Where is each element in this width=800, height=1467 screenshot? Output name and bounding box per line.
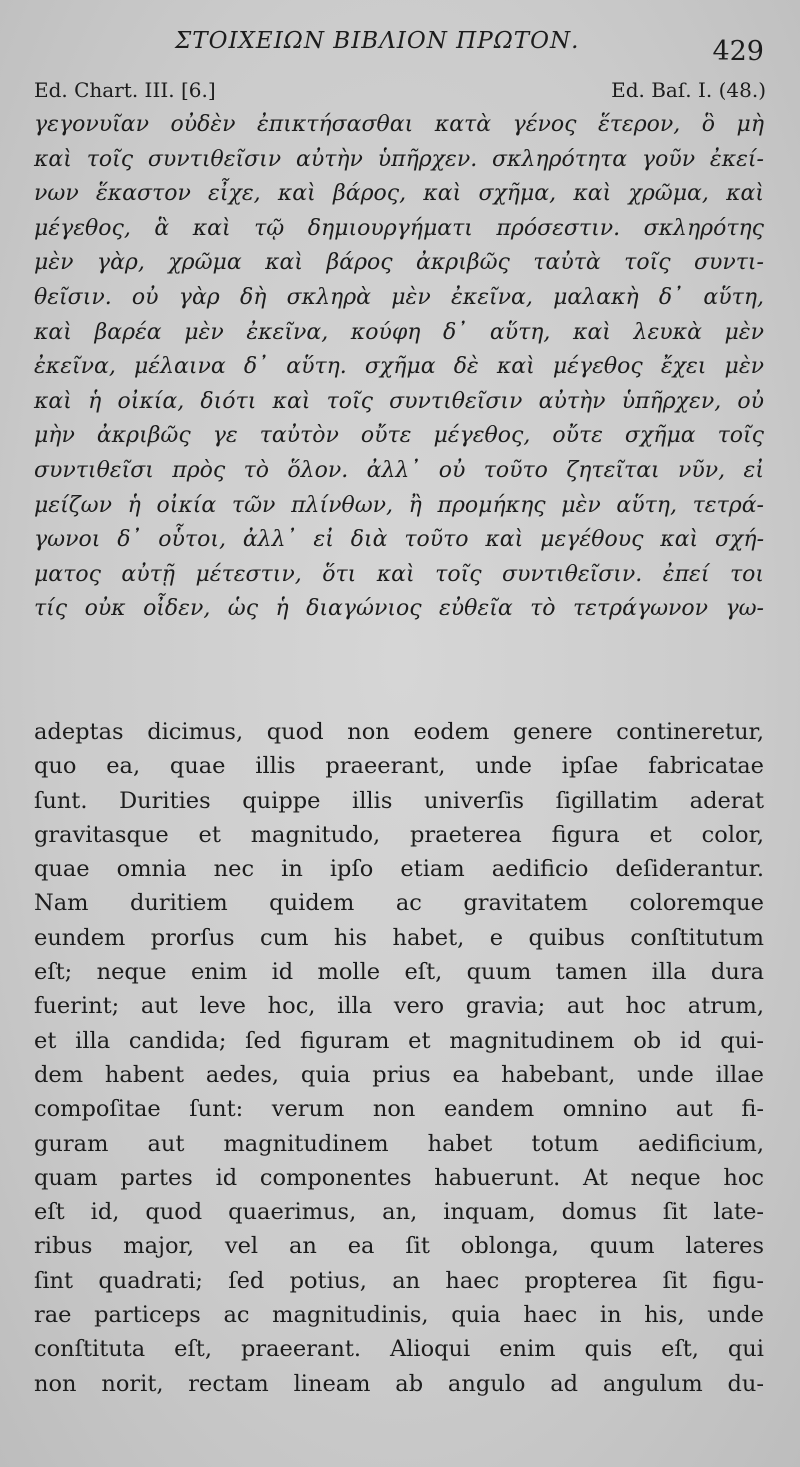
latin-line: Nam duritiem quidem ac gravitatem coloremque	[34, 890, 764, 917]
latin-line: et illa candida; ſed figuram et magnitudinem ob id qui-	[34, 1027, 764, 1054]
latin-text-block	[34, 715, 764, 1401]
latin-line: fuerint; aut leve hoc, illa vero gravia; aut hoc atrum,	[34, 993, 764, 1020]
greek-line: θεῖσιν. οὐ γὰρ δὴ σκληρὰ μὲν ἐκεῖνα, μαλακὴ δ᾽ αὕτη,	[34, 284, 764, 310]
edition-reference-row	[34, 78, 766, 108]
latin-line: dem habent aedes, quia prius ea habebant, unde illae	[34, 1061, 764, 1088]
latin-line: gravitasque et magnitudo, praeterea figura et color,	[34, 821, 764, 848]
edition-reference-basel: Ed. Baſ. I. (48.)	[611, 78, 766, 102]
greek-line: μὴν ἀκριβῶς γε ταὐτὸν οὔτε μέγεθος, οὔτε σχῆμα τοῖς	[34, 423, 764, 449]
greek-line: γεγονυῖαν οὐδὲν ἐπικτήσασθαι κατὰ γένος ἕτερον, ὃ μὴ	[34, 112, 764, 137]
edition-reference-chartier: Ed. Chart. III. [6.]	[34, 78, 216, 102]
greek-line: καὶ βαρέα μὲν ἐκεῖνα, κούφη δ᾽ αὕτη, καὶ λευκὰ μὲν	[34, 319, 764, 345]
latin-line: guram aut magnitudinem habet totum aedificium,	[34, 1130, 764, 1157]
latin-line: compoſitae ſunt: verum non eandem omnino aut fi-	[34, 1096, 764, 1123]
latin-line: eſt; neque enim id molle eſt, quum tamen illa dura	[34, 959, 764, 986]
page-number: 429	[712, 36, 764, 67]
latin-line: ſint quadrati; ſed potius, an haec propterea ſit figu-	[34, 1267, 764, 1294]
latin-line: ribus major, vel an ea ſit oblonga, quum lateres	[34, 1233, 764, 1260]
greek-line: καὶ τοῖς συντιθεῖσιν αὐτὴν ὑπῆρχεν. σκληρότητα γοῦν ἐκεί-	[34, 146, 764, 172]
latin-line: eundem prorſus cum his habet, e quibus conſtitutum	[34, 924, 764, 951]
latin-line: non norit, rectam lineam ab angulo ad angulum du-	[34, 1370, 764, 1397]
latin-line: eſt id, quod quaerimus, an, inquam, domus ſit late-	[34, 1199, 764, 1226]
greek-line: καὶ ἡ οἰκία, διότι καὶ τοῖς συντιθεῖσιν αὐτὴν ὑπῆρχεν, οὐ	[34, 388, 764, 414]
running-title: ΣΤΟΙΧΕΙΩΝ ΒΙΒΛΙΟΝ ΠΡΩΤΟΝ.	[175, 28, 580, 54]
greek-line: συντιθεῖσι πρὸς τὸ ὅλον. ἀλλ᾽ οὐ τοῦτο ζητεῖται νῦν, εἰ	[34, 457, 764, 483]
latin-line: adeptas dicimus, quod non eodem genere contineretur,	[34, 719, 764, 745]
greek-line: μὲν γὰρ, χρῶμα καὶ βάρος ἀκριβῶς ταὐτὰ τοῖς συντι-	[34, 250, 764, 276]
greek-line: ματος αὐτῇ μέτεστιν, ὅτι καὶ τοῖς συντιθεῖσιν. ἐπεί τοι	[34, 561, 764, 587]
greek-line: νων ἕκαστον εἶχε, καὶ βάρος, καὶ σχῆμα, καὶ χρῶμα, καὶ	[34, 181, 764, 207]
greek-line: μέγεθος, ἃ καὶ τῷ δημιουργήματι πρόσεστιν. σκληρότης	[34, 215, 764, 241]
latin-line: quae omnia nec in ipſo etiam aedificio deſiderantur.	[34, 856, 764, 883]
latin-line: conſtituta eſt, praeerant. Alioqui enim quis eſt, qui	[34, 1336, 764, 1363]
latin-line: quam partes id componentes habuerunt. At neque hoc	[34, 1164, 764, 1191]
latin-line: quo ea, quae illis praeerant, unde ipſae fabricatae	[34, 753, 764, 780]
latin-line: rae particeps ac magnitudinis, quia haec in his, unde	[34, 1302, 764, 1329]
greek-line: μείζων ἡ οἰκία τῶν πλίνθων, ἢ προμήκης μὲν αὕτη, τετρά-	[34, 492, 764, 518]
greek-line: γωνοι δ᾽ οὗτοι, ἀλλ᾽ εἰ διὰ τοῦτο καὶ μεγέθους καὶ σχή-	[34, 527, 764, 553]
greek-line: ἐκεῖνα, μέλαινα δ᾽ αὕτη. σχῆμα δὲ καὶ μέγεθος ἔχει μὲν	[34, 354, 764, 380]
greek-text-block	[34, 108, 764, 627]
latin-line: ſunt. Durities quippe illis univerſis ſigillatim aderat	[34, 787, 764, 814]
greek-line: τίς οὐκ οἶδεν, ὡς ἡ διαγώνιος εὐθεῖα τὸ τετράγωνον γω-	[34, 596, 764, 622]
